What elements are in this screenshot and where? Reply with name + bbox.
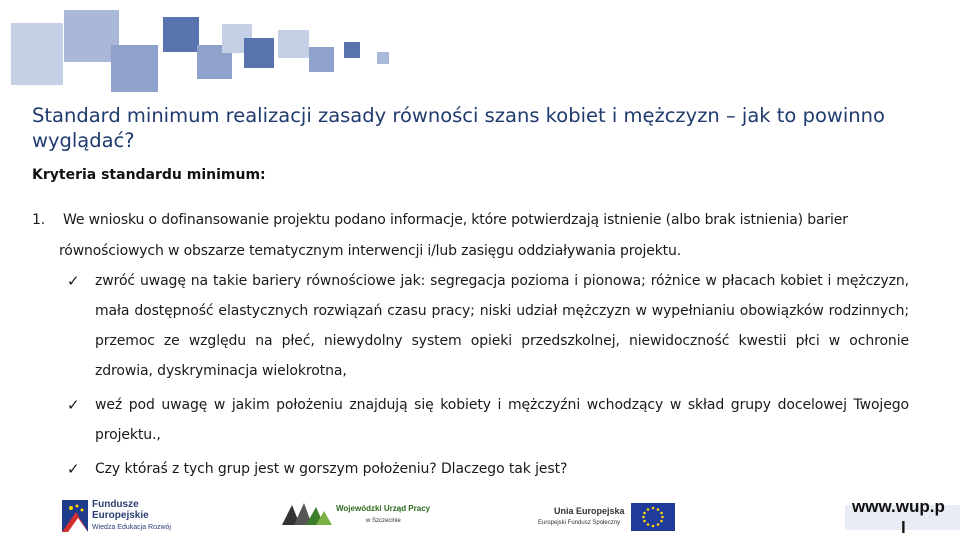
deco-square [278, 30, 309, 58]
eu-flag-icon [631, 503, 675, 531]
list-item [67, 390, 909, 450]
logo-text: Unia Europejska [554, 506, 625, 516]
list-item-text: zwróć uwagę na takie bariery równościowe jak: segregacja pozioma i pionowa; różnice w płacach kobiet i mężczyzn, mała dostępność elastycznych rozwiązań czasu pracy; niski udział mężczyzn w wypełnianiu obowiązków rodzinnych; przemoc ze względu na płeć, niewydolny system opieki przedszkolnej, niewidoczność kwestii płci w ochronie zdrowia, dyskryminacja wielokrotna, [95, 273, 909, 379]
logo-wup-szczecin [280, 501, 430, 527]
checkmark-icon: ✓ [67, 272, 80, 290]
logo-text: Europejskie [92, 510, 149, 521]
logo-text: Fundusze [92, 499, 139, 510]
list-item [67, 454, 909, 484]
fe-emblem-icon [62, 500, 88, 532]
deco-square [11, 23, 63, 85]
wup-emblem-icon [280, 501, 332, 527]
list-item-text: weź pod uwagę w jakim położeniu znajdują się kobiety i mężczyźni wchodzący w skład grupy docelowej Twojego projektu., [95, 397, 909, 443]
logo-text: Wiedza Edukacja Rozwój [92, 524, 171, 531]
slide-title: Standard minimum realizacji zasady równości szans kobiet i mężczyzn – jak to powinno wyglądać? [32, 104, 885, 152]
logo-text: Wojewódzki Urząd Pracy [336, 503, 431, 513]
website-url[interactable]: www.wup.p [852, 497, 945, 516]
list-item [67, 266, 909, 386]
deco-square [244, 38, 274, 68]
section-heading: Kryteria standardu minimum: [32, 167, 266, 183]
deco-square [111, 45, 158, 92]
numbered-item [32, 205, 910, 267]
logo-text: w Szczecinie [366, 517, 401, 524]
list-item-text: Czy któraś z tych grup jest w gorszym położeniu? Dlaczego tak jest? [95, 461, 568, 477]
deco-square [309, 47, 334, 72]
item-text: We wniosku o dofinansowanie projektu podano informacje, które potwierdzają istnienie (albo brak istnienia) barier równościowych w obszarze tematycznym interwencji i/lub zasięgu oddziaływania projektu. [59, 212, 848, 259]
checkmark-icon: ✓ [67, 396, 80, 414]
deco-square [344, 42, 360, 58]
website-url-tail[interactable]: l [901, 518, 906, 537]
logo-unia-europejska [538, 503, 675, 531]
bullet-list [67, 266, 909, 488]
logo-text: Europejski Fundusz Społeczny [538, 520, 621, 526]
deco-square [163, 17, 199, 52]
checkmark-icon: ✓ [67, 460, 80, 478]
deco-square [377, 52, 389, 64]
item-number: 1. [32, 212, 46, 228]
logo-fundusze-europejskie [62, 499, 171, 533]
